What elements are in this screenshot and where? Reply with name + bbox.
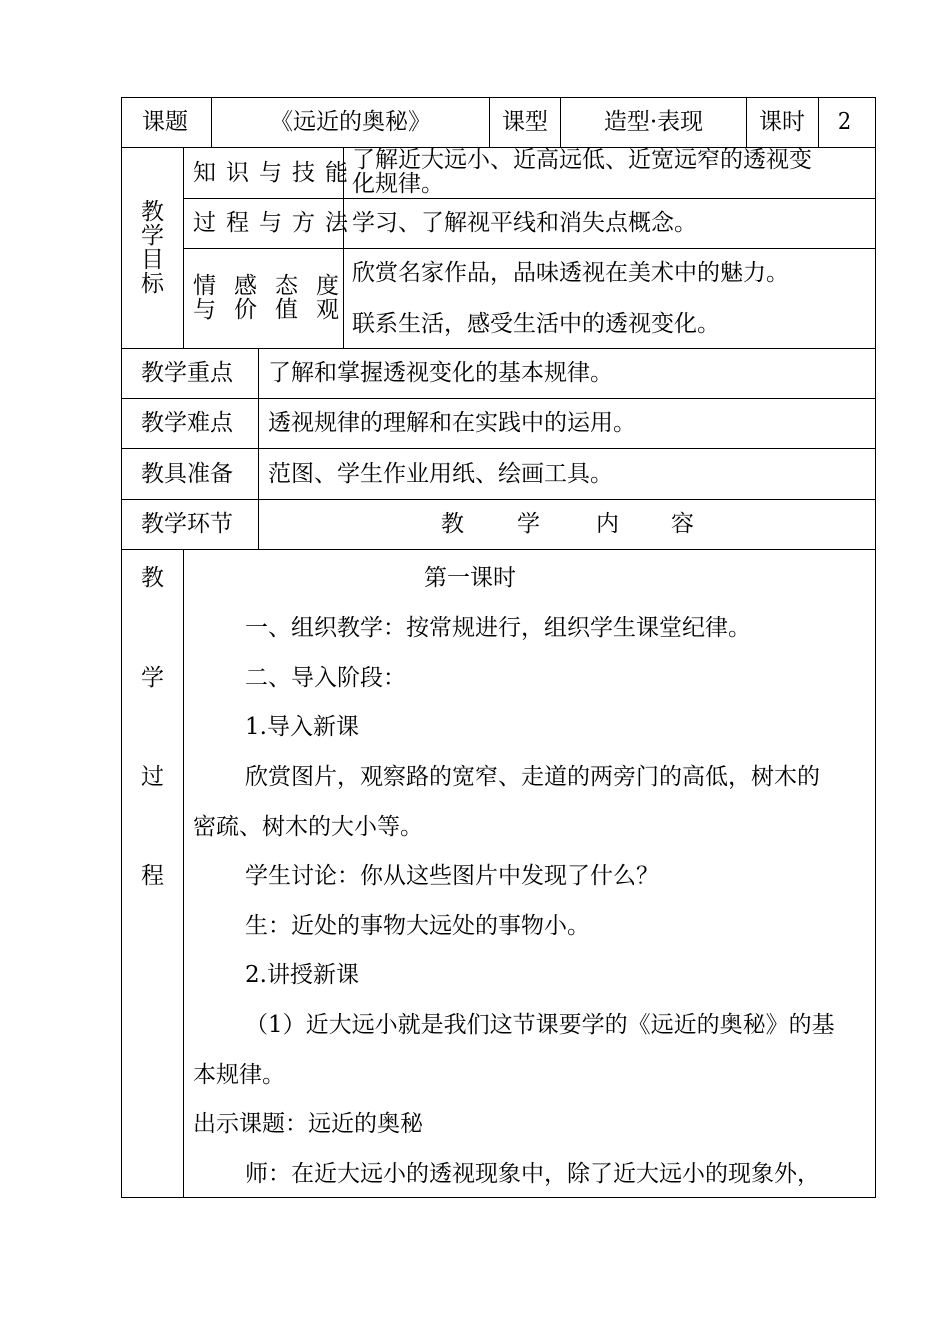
process-line: 密疏、树木的大小等。 — [193, 814, 423, 840]
process-method-text: 学习、了解视平线和消失点概念。 — [352, 210, 697, 236]
type-value: 造型·表现 — [603, 109, 704, 135]
table-line-difficulties-bottom — [121, 448, 876, 449]
header-divider-2 — [489, 97, 490, 147]
attitude-label-line-1: 情感态度 — [193, 273, 357, 299]
content-heading-char-3: 内 — [596, 511, 619, 537]
process-label-char-1: 教 — [141, 565, 164, 591]
process-line: 生：近处的事物大远处的事物小。 — [245, 913, 590, 939]
table-line-keypoints-bottom — [121, 398, 876, 399]
objectives-label-char-3: 目 — [141, 247, 164, 273]
process-line: 师：在近大远小的透视现象中，除了近大远小的现象外， — [245, 1161, 820, 1187]
process-line: 2.讲授新课 — [245, 962, 359, 988]
materials-text: 范图、学生作业用纸、绘画工具。 — [268, 461, 613, 487]
process-line: 出示课题：远近的奥秘 — [193, 1111, 423, 1137]
objectives-divider-left — [183, 147, 184, 348]
table-line-knowledge-bottom — [183, 198, 876, 199]
process-line: 学生讨论：你从这些图片中发现了什么？ — [245, 863, 659, 889]
objectives-label-char-1: 教 — [141, 199, 164, 225]
process-line: 欣赏图片，观察路的宽窄、走道的两旁门的高低，树木的 — [245, 764, 820, 790]
knowledge-text-line-2: 化规律。 — [352, 171, 444, 197]
content-heading-char-1: 教 — [441, 511, 464, 537]
process-label-char-3: 过 — [141, 764, 164, 790]
topic-value: 《远近的奥秘》 — [270, 109, 431, 135]
type-label: 课型 — [502, 109, 548, 135]
rows-divider — [258, 348, 259, 549]
content-heading-char-4: 容 — [671, 511, 694, 537]
session-title: 第一课时 — [424, 565, 516, 591]
hours-value: 2 — [837, 109, 852, 135]
topic-label: 课题 — [142, 109, 188, 135]
process-method-label: 过程与方法 — [193, 210, 358, 236]
table-line-stage-bottom — [121, 549, 876, 550]
process-line: 本规律。 — [193, 1062, 285, 1088]
objectives-label-char-2: 学 — [141, 223, 164, 249]
table-border-right — [875, 97, 876, 1198]
hours-label: 课时 — [759, 109, 805, 135]
table-border-bottom — [121, 1197, 876, 1198]
process-line: （1）近大远小就是我们这节课要学的《远近的奥秘》的基 — [245, 1012, 835, 1038]
knowledge-label: 知识与技能 — [193, 160, 358, 186]
table-line-process-bottom — [183, 248, 876, 249]
header-divider-4 — [746, 97, 747, 147]
process-line: 1.导入新课 — [245, 714, 359, 740]
knowledge-text-line-1: 了解近大远小、近高远低、近宽远窄的透视变 — [352, 147, 812, 173]
table-border-left — [121, 97, 122, 1198]
process-line: 一、组织教学：按常规进行，组织学生课堂纪律。 — [245, 615, 751, 641]
table-border-top — [121, 97, 876, 98]
process-divider — [183, 549, 184, 1197]
difficulties-label: 教学难点 — [141, 410, 233, 436]
content-heading-char-2: 学 — [517, 511, 540, 537]
key-points-text: 了解和掌握透视变化的基本规律。 — [268, 360, 613, 386]
attitude-text-line-2: 联系生活，感受生活中的透视变化。 — [352, 311, 720, 337]
attitude-text-line-1: 欣赏名家作品，品味透视在美术中的魅力。 — [352, 260, 789, 286]
difficulties-text: 透视规律的理解和在实践中的运用。 — [268, 410, 636, 436]
table-line-objectives-bottom — [121, 348, 876, 349]
process-line: 二、导入阶段： — [245, 665, 406, 691]
process-label-char-4: 程 — [141, 863, 164, 889]
attitude-label-line-2: 与价值观 — [193, 297, 357, 323]
key-points-label: 教学重点 — [141, 360, 233, 386]
process-label-char-2: 学 — [141, 665, 164, 691]
table-line-materials-bottom — [121, 499, 876, 500]
stage-label: 教学环节 — [141, 511, 233, 537]
objectives-label-char-4: 标 — [141, 271, 164, 297]
materials-label: 教具准备 — [141, 461, 233, 487]
